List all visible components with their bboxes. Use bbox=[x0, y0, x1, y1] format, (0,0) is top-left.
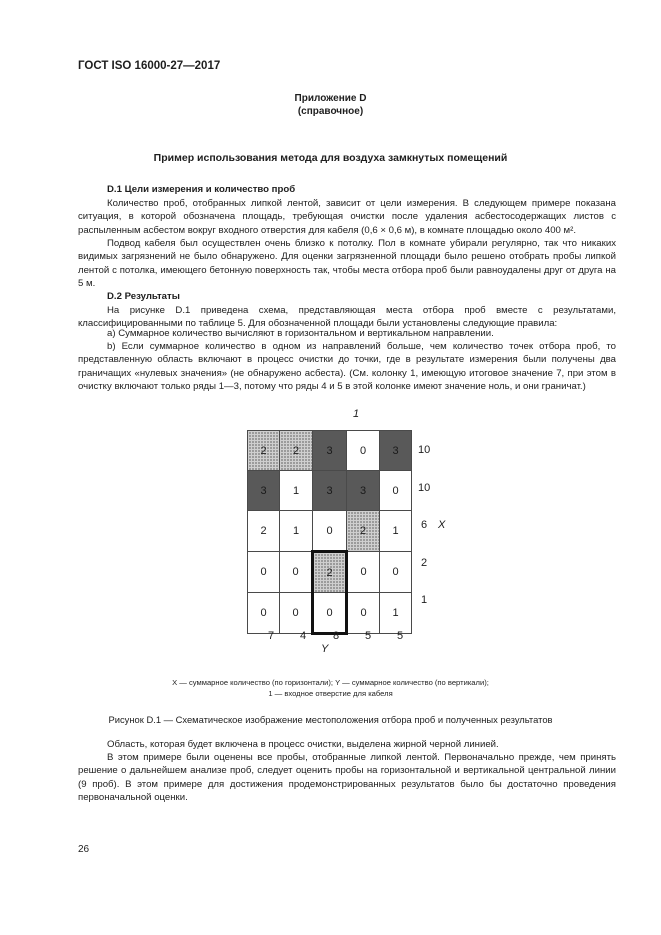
grid-cell: 3 bbox=[313, 431, 347, 471]
grid-cell: 3 bbox=[380, 431, 412, 471]
row-sum: 2 bbox=[421, 557, 428, 569]
column-sum: 5 bbox=[365, 630, 372, 642]
column-sum: 4 bbox=[300, 630, 307, 642]
figure-caption: Рисунок D.1 — Схематическое изображение местоположения отбора проб и полученных результатов bbox=[108, 714, 553, 725]
grid-cell: 0 bbox=[380, 471, 412, 511]
grid-cell: 3 bbox=[248, 471, 280, 511]
appendix-note: (справочное) bbox=[297, 106, 364, 117]
closing-paragraph-2: В этом примере были оценены все пробы, отобранные липкой лентой. Первоначально прежде, чем принять решение о дальнейшем анализе проб, следует оценить пробы на горизонтальной и вертикальной центральной линии (9 проб). В этом примере для достижения продемонстрированных результатов было бы достаточно проведения первоначальной оценки. bbox=[78, 752, 616, 804]
document-header: ГОСТ ISO 16000-27—2017 bbox=[78, 60, 221, 72]
grid-row-2 bbox=[248, 471, 412, 511]
main-title: Пример использования метода для воздуха замкнутых помещений bbox=[153, 152, 508, 164]
grid-row-3 bbox=[248, 511, 412, 552]
grid-cell: 2 bbox=[347, 511, 380, 552]
rule-item-b: b) Если суммарное количество в одном из направлений больше, чем количество точек отбора проб, то представленную область включают в процесс очистки до точки, где в результате измерения были получены два граничащих «нулевых значения» (не обнаружено асбеста). (См. колонку 1, имеющую итоговое значение 7, при этом в очистку включают только ряды 1—3, потому что ряды 4 и 5 в этой колонке имеют значение ноль, и они граничат.) bbox=[78, 341, 616, 393]
grid-row-5 bbox=[248, 593, 412, 634]
row-sum: 1 bbox=[421, 594, 428, 606]
sampling-grid bbox=[247, 430, 412, 635]
grid-cell: 0 bbox=[248, 593, 280, 634]
grid-cell: 0 bbox=[380, 552, 412, 593]
grid-cell: 1 bbox=[380, 511, 412, 552]
column-sum: 8 bbox=[333, 630, 340, 642]
grid-cell: 2 bbox=[248, 431, 280, 471]
grid-cell: 0 bbox=[347, 431, 380, 471]
column-sum: 5 bbox=[397, 630, 404, 642]
legend-line-1: X — суммарное количество (по горизонтали); Y — суммарное количество (по вертикали); bbox=[172, 678, 489, 687]
column-sum: 7 bbox=[268, 630, 275, 642]
grid-cell: 0 bbox=[313, 511, 347, 552]
page-number: 26 bbox=[78, 844, 90, 855]
y-axis-label: Y bbox=[321, 643, 329, 655]
grid-cell: 0 bbox=[313, 593, 347, 634]
grid-cell: 0 bbox=[347, 552, 380, 593]
row-sum: 10 bbox=[418, 482, 431, 494]
section-d1-heading: D.1 Цели измерения и количество проб bbox=[107, 184, 296, 195]
grid-cell: 2 bbox=[313, 552, 347, 593]
x-axis-label: X bbox=[438, 519, 446, 531]
grid-row-1 bbox=[248, 431, 412, 471]
grid-cell: 2 bbox=[248, 511, 280, 552]
closing-paragraph-1: Область, которая будет включена в процесс очистки, выделена жирной черной линией. bbox=[107, 739, 499, 750]
row-sum: 6 bbox=[421, 519, 428, 531]
grid-cell: 0 bbox=[347, 593, 380, 634]
figure-legend bbox=[0, 677, 661, 699]
grid-cell: 3 bbox=[347, 471, 380, 511]
grid-cell: 0 bbox=[280, 552, 313, 593]
grid-cell: 0 bbox=[248, 552, 280, 593]
row-sum: 10 bbox=[418, 444, 431, 456]
grid-cell: 3 bbox=[313, 471, 347, 511]
grid-cell: 1 bbox=[280, 511, 313, 552]
grid-cell: 1 bbox=[280, 471, 313, 511]
legend-line-2: 1 — входное отверстие для кабеля bbox=[268, 689, 393, 698]
section-d1-paragraph-2: Подвод кабеля был осуществлен очень близко к потолку. Пол в комнате убирали регулярно, так что никаких видимых загрязнений не было обнаружено. Для оценки загрязненной площади было решено отобрать пробы липкой лентой с потолка, имеющего бетонную поверхность так, чтобы места отбора проб были равноудалены друг от друга на 5 м. bbox=[78, 238, 616, 290]
grid-cell: 1 bbox=[380, 593, 412, 634]
appendix-heading bbox=[0, 92, 661, 118]
grid-row-4 bbox=[248, 552, 412, 593]
appendix-title: Приложение D bbox=[294, 93, 367, 104]
section-d2-paragraph-1: На рисунке D.1 приведена схема, представляющая места отбора проб вместе с результатами, классифицированными по таблице 5. Для обозначенной площади были установлены следующие правила: bbox=[78, 305, 616, 330]
rule-item-a: a) Суммарное количество вычисляют в горизонтальном и вертикальном направлении. bbox=[107, 328, 494, 339]
grid-cell: 0 bbox=[280, 593, 313, 634]
section-d2-heading: D.2 Результаты bbox=[107, 291, 180, 302]
grid-cell: 2 bbox=[280, 431, 313, 471]
cable-inlet-marker: 1 bbox=[353, 408, 360, 420]
section-d1-paragraph-1: Количество проб, отобранных липкой лентой, зависит от цели измерения. В следующем примере показана ситуация, в которой обозначена площадь, требующая очистки после удаления асбестосодержащих листов с распыленным асбестом вокруг входного отверстия для кабеля (0,6 × 0,6 м), в комнате площадью около 400 м². bbox=[78, 198, 616, 236]
